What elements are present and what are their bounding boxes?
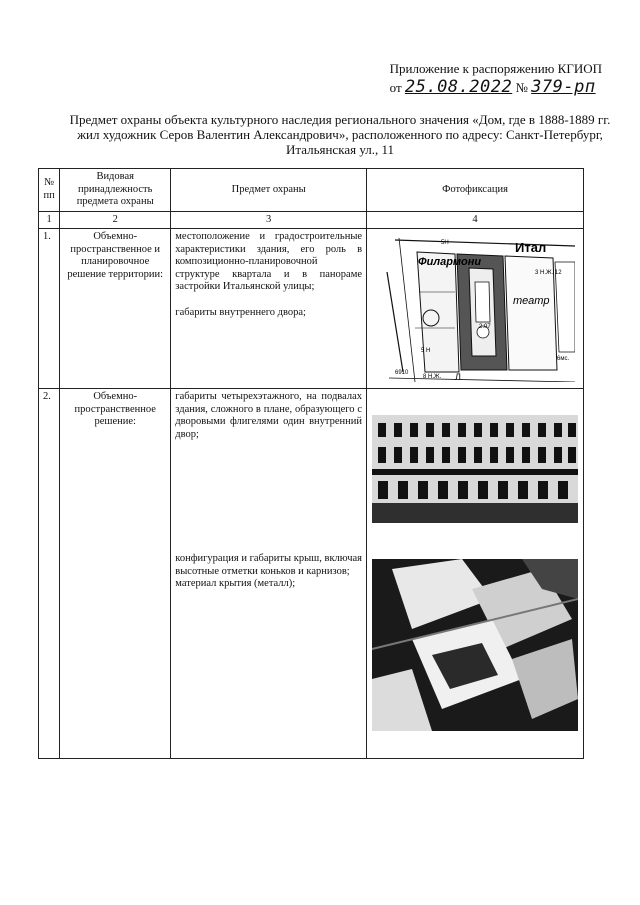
map-philharmonia-label: Филармони [418,256,482,268]
facade-photo [372,395,578,523]
row-category: Объемно-пространственное и планировочное решение территории: [60,229,171,389]
map-label: 6мс. [557,356,570,362]
map-label: 5Н [441,240,449,246]
col-number-4: 4 [367,211,584,229]
table-row [39,389,584,759]
aerial-roof-photo [372,559,578,731]
header-subject: Предмет охраны [171,169,367,212]
subject-item: конфигурация и габариты крыш, включая высотные отметки коньков и карнизов; [175,553,363,577]
subject-item: местоположение и градостроительные характеристики здания, его роль в композиционно-планировочной структуре квартала и в панораме застройки Итальянской улицы; [175,231,363,292]
appendix-date-number [390,79,602,96]
map-label: Л [455,372,461,382]
appendix-header [390,60,602,96]
map-label: 3 Н.Ж. 12 [535,270,562,276]
subject-item: материал крытия (металл); [175,578,296,589]
header-number: № пп [39,169,60,212]
map-label: 2.07 [479,324,491,330]
row-subject [171,229,367,389]
row-photo [367,229,584,389]
header-photo: Фотофиксация [367,169,584,212]
appendix-line: Приложение к распоряжению КГИОП [389,61,602,76]
protection-table [38,168,584,759]
number-prefix: № [515,80,528,95]
col-number-2: 2 [60,211,171,229]
row-subject [171,389,367,759]
col-number-3: 3 [171,211,367,229]
document-title: Предмет охраны объекта культурного наследия регионального значения «Дом, где в 1888-1889 гг. жил художник Серов Валентин Александрович», расположенного по адресу: Санкт-Петербург, Итальянская ул., 11 [69,112,611,157]
row-number: 2. [39,389,60,759]
site-plan-map [375,232,575,382]
row-category: Объемно-пространственное решение: [60,389,171,759]
map-street-label: Итал [515,240,547,255]
map-label: 8 Н.Ж. [423,374,442,380]
column-numbers-row [39,211,584,229]
col-number-1: 1 [39,211,60,229]
map-theatre-label: театр [513,295,550,307]
date-prefix: от [389,80,402,95]
order-number: 379-рп [531,77,596,97]
row-number: 1. [39,229,60,389]
map-label: 5 Н [421,348,431,354]
map-label: 6910 [395,370,409,376]
table-row [39,229,584,389]
order-date: 25.08.2022 [404,77,513,97]
row-photos [367,389,584,759]
subject-item: габариты четырехэтажного, на подвалах здания, сложного в плане, образующего с дворовыми флигелями один внутренний двор; [175,391,363,440]
table-header-row [39,169,584,212]
header-category: Видовая принадлежность предмета охраны [60,169,171,212]
subject-item: габариты внутреннего двора; [175,306,306,318]
